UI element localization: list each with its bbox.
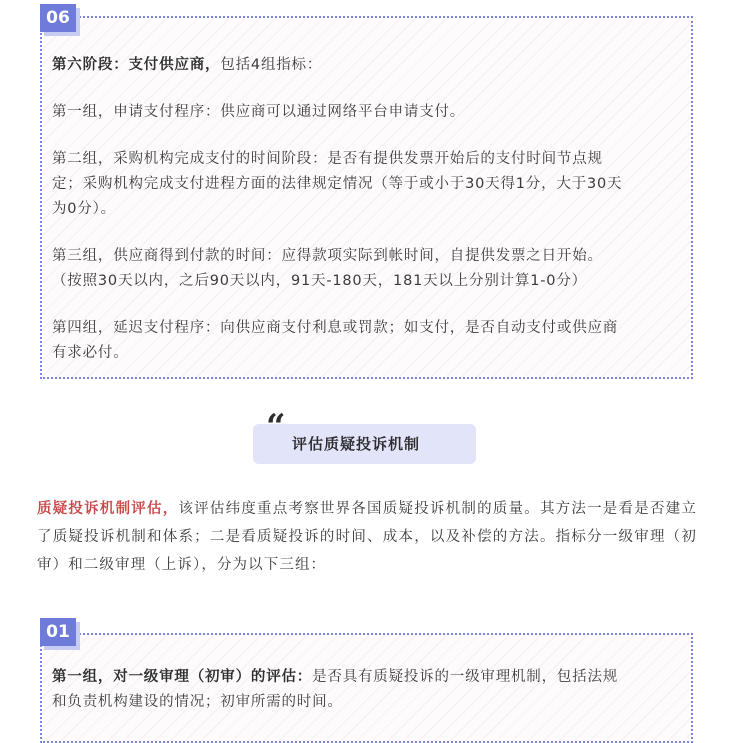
review-line-1-bold: 第一组，对一级审理（初审）的评估：: [52, 669, 313, 685]
intro-paragraph: [37, 495, 697, 579]
review-line-1: [52, 665, 684, 690]
stage-number-badge: 06: [40, 4, 76, 32]
review-line-1-rest: 是否具有质疑投诉的一级审理机制，包括法规: [312, 669, 619, 685]
group-one-card: [40, 633, 693, 743]
stage-six-heading: [52, 53, 684, 78]
review-line-2: 和负责机构建设的情况；初审所需的时间。: [52, 694, 343, 710]
stage-six-card: [40, 16, 693, 379]
group-four-line-b: 有求必付。: [52, 345, 129, 361]
group-number-badge: 01: [40, 618, 76, 646]
quote-mark-icon: “: [266, 407, 286, 447]
group-two-line-b: 定；采购机构完成支付进程方面的法律规定情况（等于或小于30天得1分，大于30天: [52, 176, 623, 192]
intro-lead: 质疑投诉机制评估，: [37, 501, 179, 517]
stage-six-heading-rest: 包括4组指标：: [220, 57, 323, 73]
section-title: 评估质疑投诉机制: [292, 435, 421, 453]
stage-six-heading-bold: 第六阶段：支付供应商，: [52, 57, 221, 73]
group-four-line-a: 第四组，延迟支付程序：向供应商支付利息或罚款；如支付，是否自动支付或供应商: [52, 320, 619, 336]
stage-six-text: [52, 53, 684, 366]
group-three-line-b: （按照30天以内，之后90天以内，91天-180天，181天以上分别计算1-0分）: [52, 273, 587, 289]
group-one-line: 第一组，申请支付程序：供应商可以通过网络平台申请支付。: [52, 104, 466, 120]
intro-text: 该评估纬度重点考察世界各国质疑投诉机制的质量。其方法一是看是否建立了质疑投诉机制和体系；二是看质疑投诉的时间、成本，以及补偿的方法。指标分一级审理（初审）和二级审理（上诉），分为以下三组：: [37, 501, 697, 573]
group-one-text: [52, 665, 684, 715]
group-two-line-c: 为0分）。: [52, 201, 116, 217]
group-three-line-a: 第三组，供应商得到付款的时间：应得款项实际到帐时间，自提供发票之日开始。: [52, 248, 603, 264]
group-two-line-a: 第二组，采购机构完成支付的时间阶段：是否有提供发票开始后的支付时间节点规: [52, 151, 603, 167]
